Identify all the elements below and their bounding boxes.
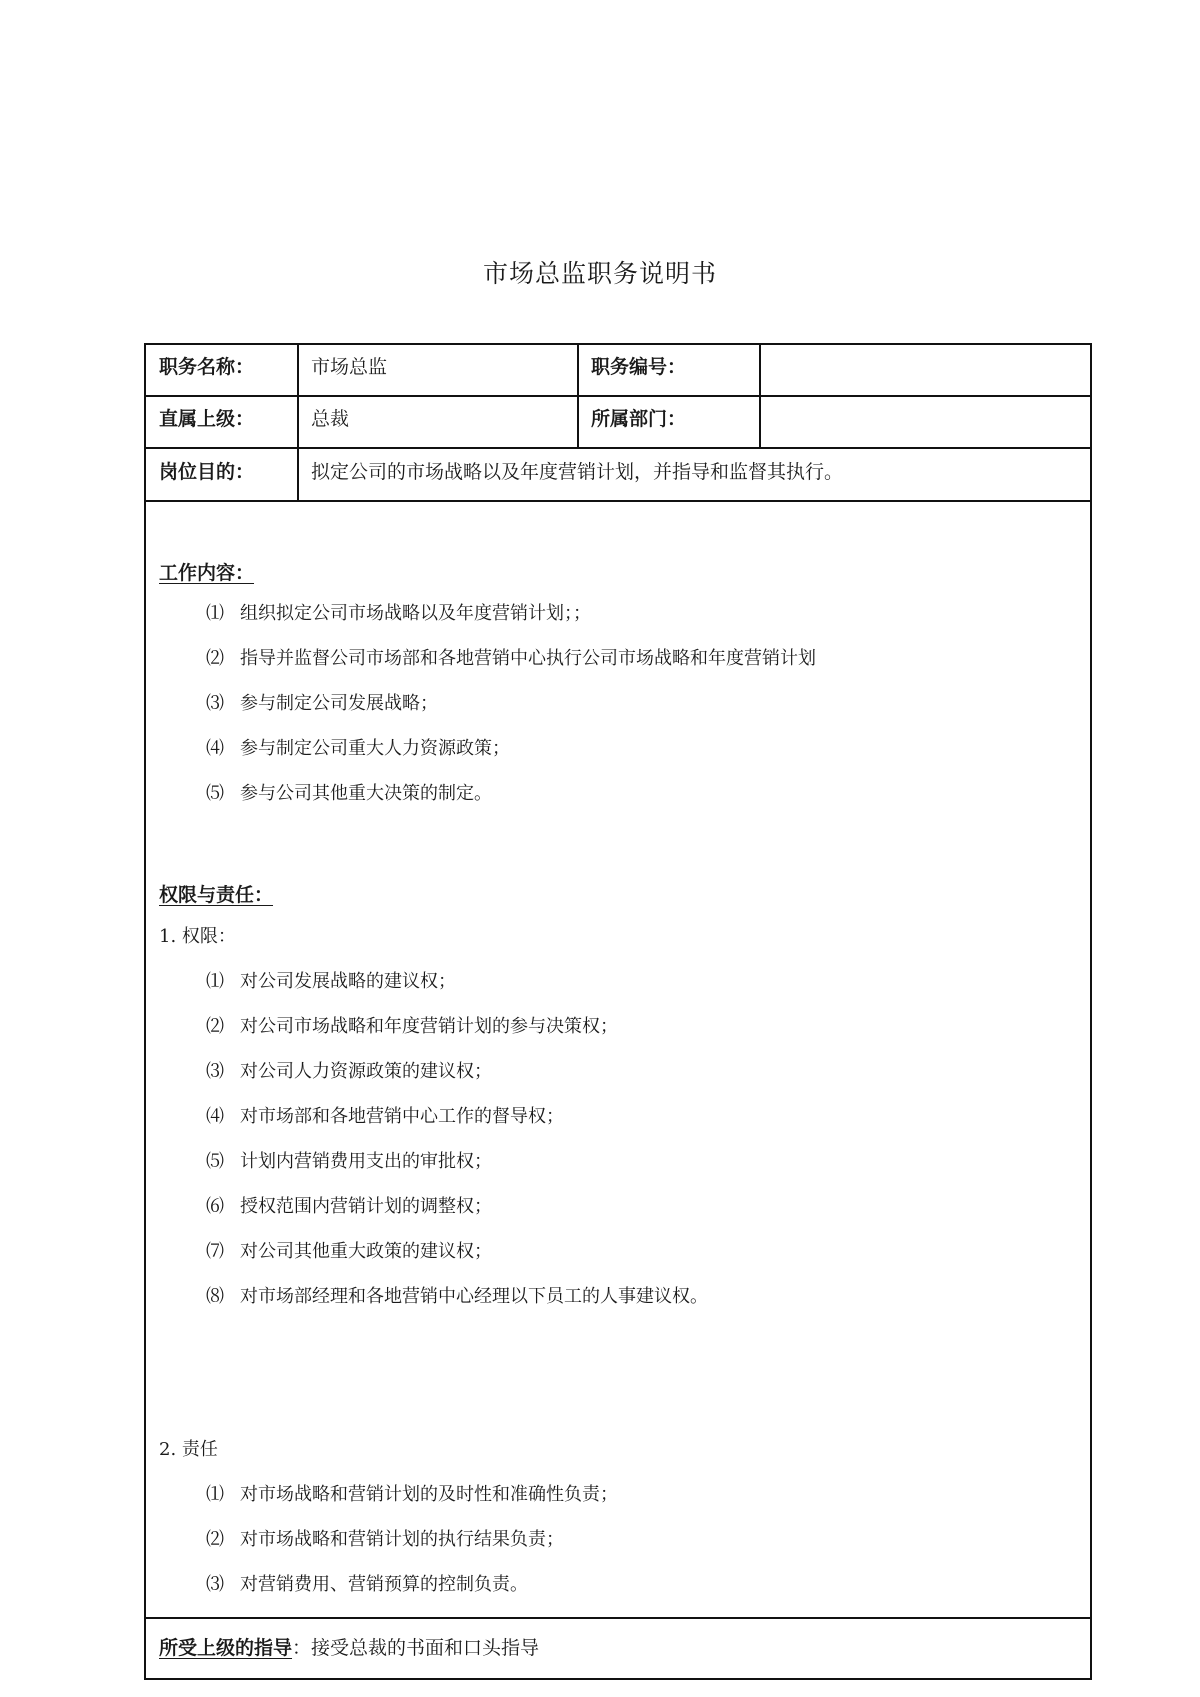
- list-item: ⑷ 对市场部和各地营销中心工作的督导权；: [206, 1106, 564, 1127]
- list-item: ⑸ 参与公司其他重大决策的制定。: [206, 783, 492, 804]
- list-item: ⑸ 计划内营销费用支出的审批权；: [206, 1151, 492, 1172]
- list-item: ⑵ 指导并监督公司市场部和各地营销中心执行公司市场战略和年度营销计划: [206, 648, 816, 669]
- list-item: ⑴ 对公司发展战略的建议权；: [206, 971, 456, 992]
- supervisor-value: 总裁: [311, 408, 350, 430]
- list-item: ⑴ 对市场战略和营销计划的及时性和准确性负责；: [206, 1484, 618, 1505]
- list-item: ⑵ 对市场战略和营销计划的执行结果负责；: [206, 1529, 564, 1550]
- list-item: ⑴ 组织拟定公司市场战略以及年度营销计划；；: [206, 603, 591, 624]
- job-title-label: 职务名称：: [159, 356, 255, 378]
- guidance-row: [159, 1636, 539, 1660]
- list-item: ⑹ 授权范围内营销计划的调整权；: [206, 1196, 492, 1217]
- column-divider: [759, 345, 761, 447]
- row-divider: [146, 500, 1090, 502]
- list-item: ⑻ 对市场部经理和各地营销中心经理以下员工的人事建议权。: [206, 1286, 708, 1307]
- job-title-value: 市场总监: [311, 356, 388, 378]
- work-content-heading: 工作内容：: [159, 562, 255, 584]
- duties-title: 2. 责任: [159, 1439, 218, 1460]
- list-item: ⑶ 对公司人力资源政策的建议权；: [206, 1061, 492, 1082]
- document-title: 市场总监职务说明书: [482, 259, 717, 288]
- list-item: ⑶ 对营销费用、营销预算的控制负责。: [206, 1574, 528, 1595]
- list-item: ⑷ 参与制定公司重大人力资源政策；: [206, 738, 510, 759]
- list-item: ⑺ 对公司其他重大政策的建议权；: [206, 1241, 492, 1262]
- purpose-value: 拟定公司的市场战略以及年度营销计划，并指导和监督其执行。: [311, 461, 844, 483]
- column-divider: [297, 345, 299, 500]
- row-divider: [146, 395, 1090, 397]
- list-item: ⑶ 参与制定公司发展战略；: [206, 693, 438, 714]
- job-code-label: 职务编号：: [591, 356, 687, 378]
- row-divider: [146, 447, 1090, 449]
- guidance-label: 所受上级的指导: [159, 1637, 293, 1659]
- guidance-value: ：接受总裁的书面和口头指导: [292, 1637, 540, 1659]
- department-label: 所属部门：: [591, 408, 687, 430]
- authority-heading: 权限与责任：: [159, 884, 274, 906]
- column-divider: [577, 345, 579, 447]
- job-description-table: [144, 343, 1092, 1680]
- purpose-label: 岗位目的：: [159, 461, 255, 483]
- row-divider: [146, 1617, 1090, 1619]
- powers-title: 1. 权限：: [159, 926, 236, 947]
- supervisor-label: 直属上级：: [159, 408, 255, 430]
- list-item: ⑵ 对公司市场战略和年度营销计划的参与决策权；: [206, 1016, 618, 1037]
